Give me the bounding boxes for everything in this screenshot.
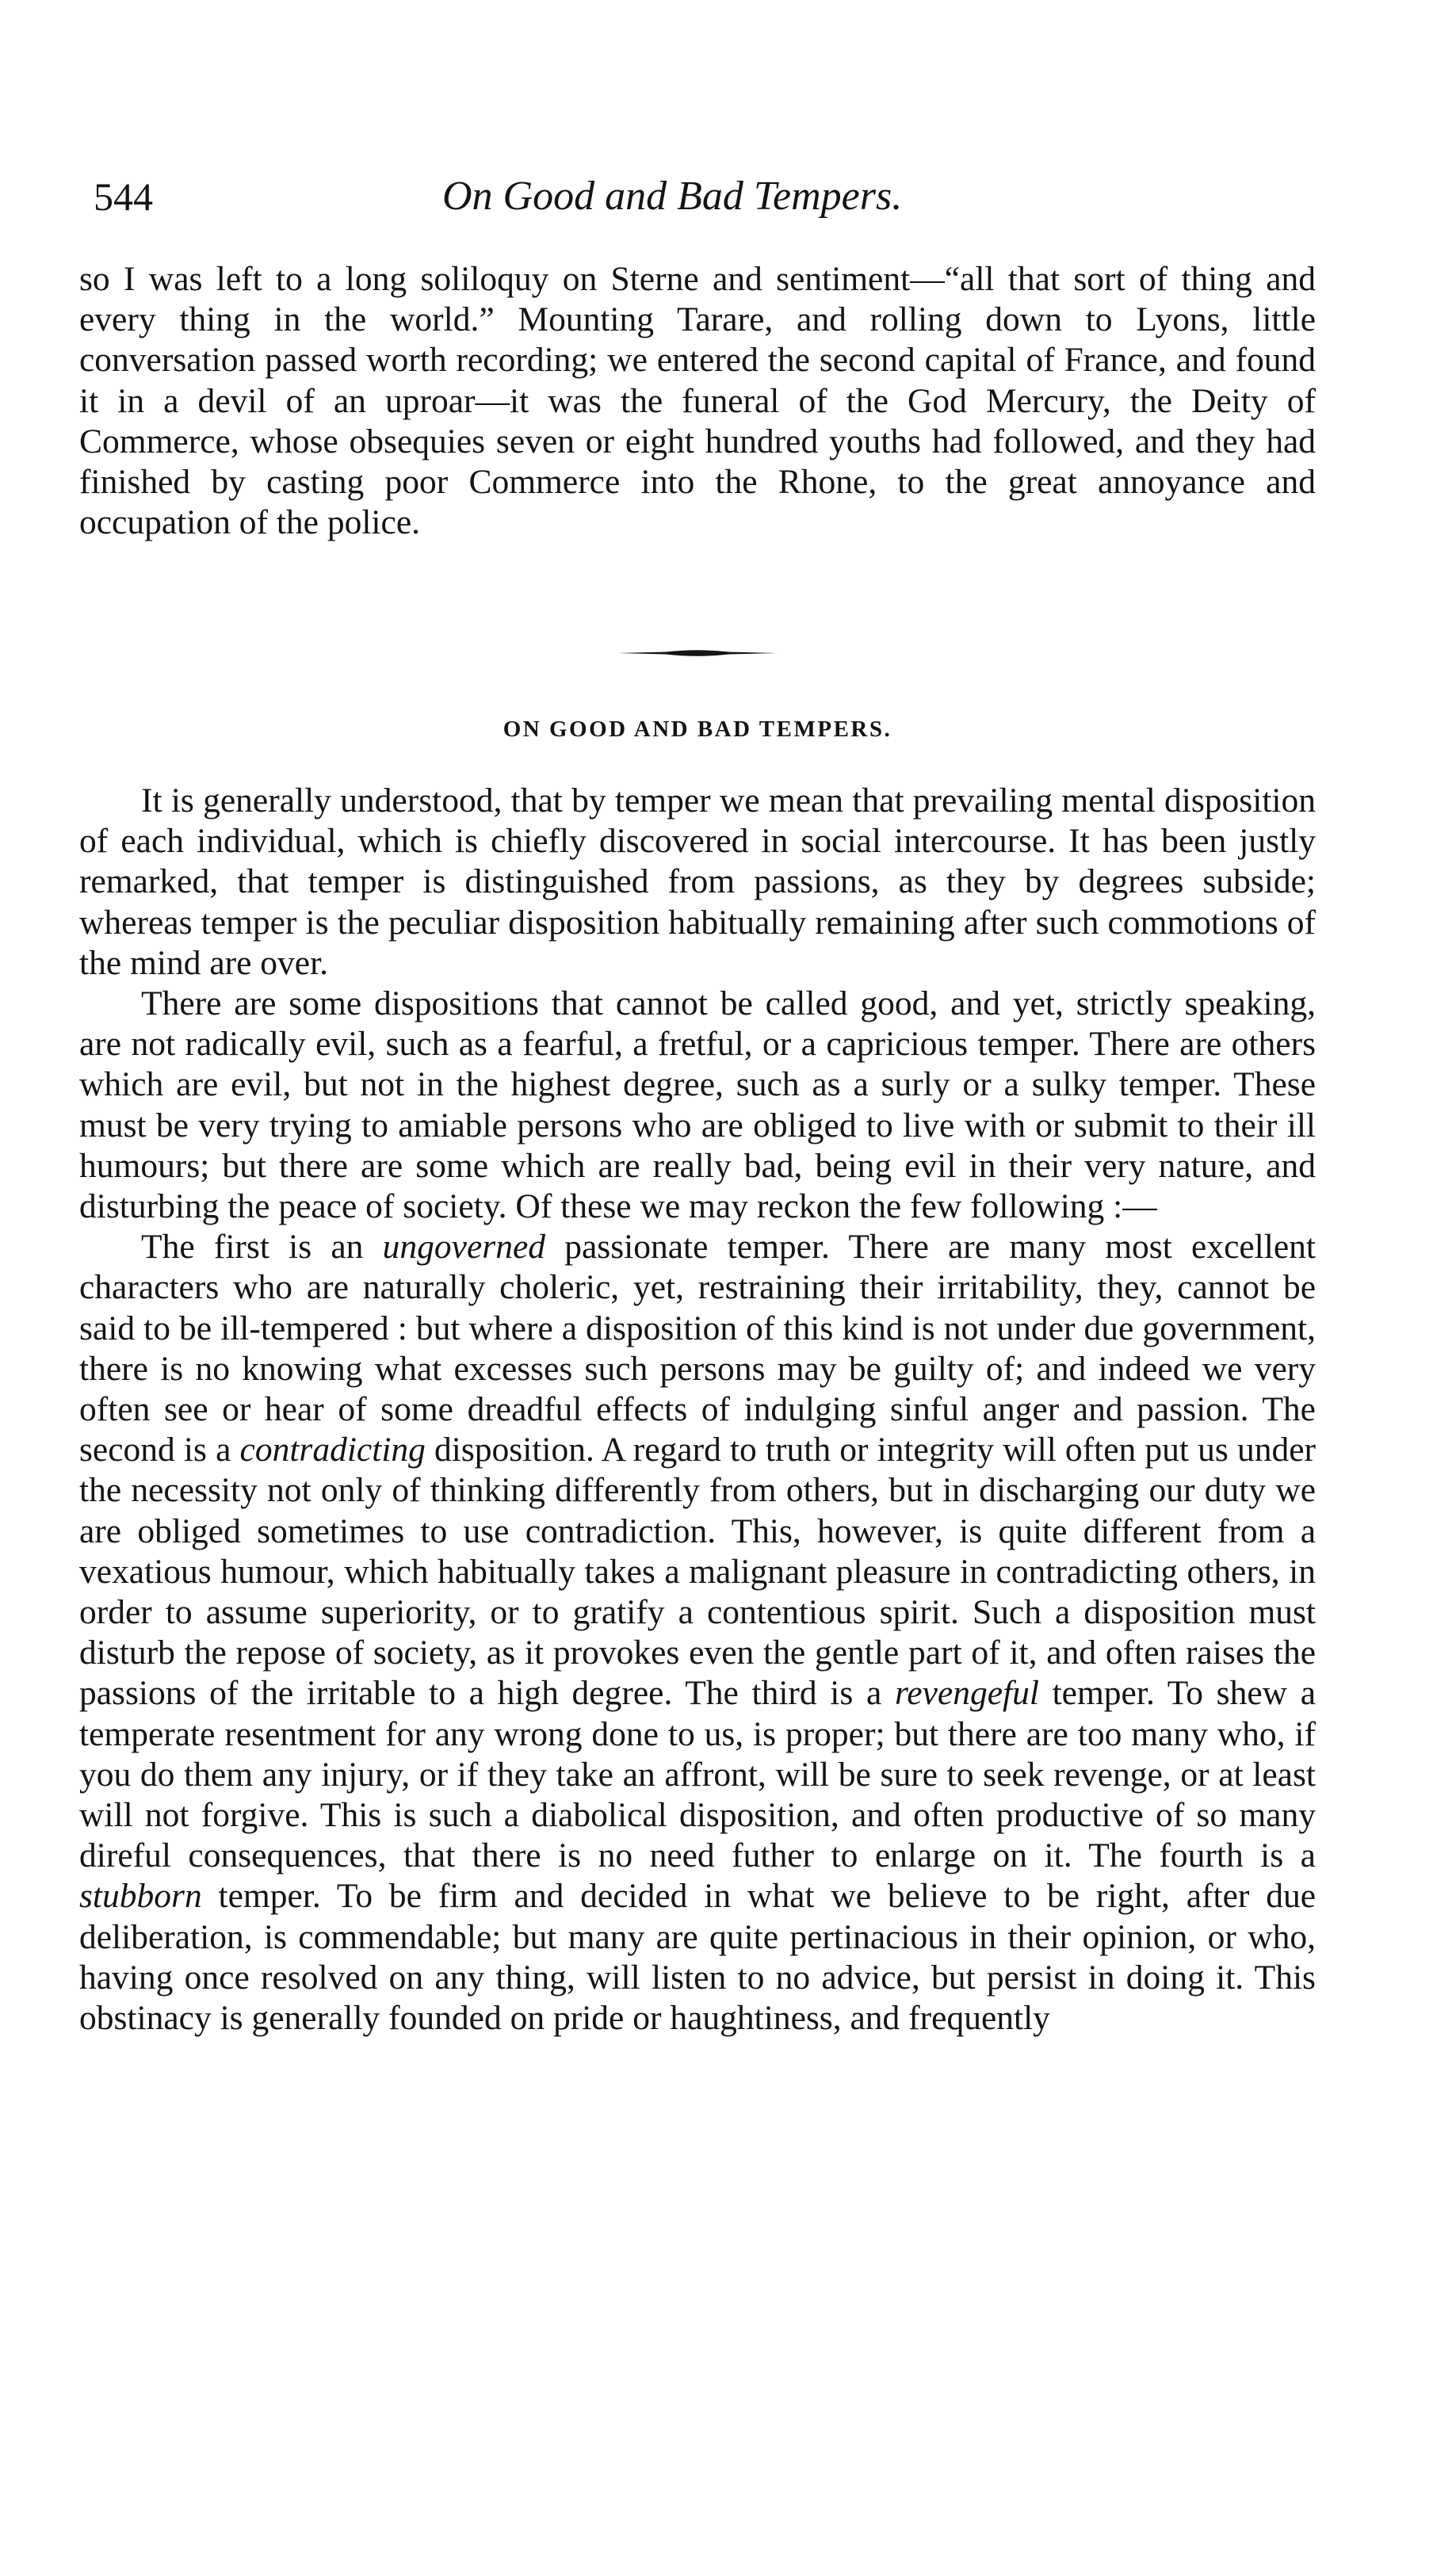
- text-run: passionate temper. There are many most excellent characters who are naturally choleric, yet, restraining their irritability, they, cannot be said to be ill-tempered : but where a disposition of this kind is not under due government, there is no knowing what excesses such persons may be guilty of; and indeed we very often see or hear of some dreadful effects of indulging sinful anger and passion. The second is a: [79, 1228, 1316, 1469]
- paragraph-dispositions: There are some dispositions that cannot be called good, and yet, strictly speaking, are not radically evil, such as a fearful, a fretful, or a capricious temper. There are others which are evil, but not in the highest degree, such as a surly or a sulky temper. These must be very trying to amiable persons who are obliged to live with or submit to their ill humours; but there are some which are really bad, being evil in their very nature, and disturbing the peace of society. Of these we may reckon the few following :—: [79, 984, 1316, 1226]
- italic-term-contradicting: contradicting: [239, 1431, 426, 1469]
- previous-article-ending: [79, 259, 1316, 543]
- text-run: The first is an: [141, 1228, 383, 1267]
- italic-term-stubborn: stubborn: [79, 1877, 202, 1916]
- page-number: 544: [94, 174, 153, 219]
- paragraph-definition: It is generally understood, that by temper we mean that prevailing mental disposition of each individual, which is chiefly discovered in social intercourse. It has been justly remarked, that temper is distinguished from passions, as they by degrees subside; whereas temper is the peculiar disposition habitually remaining after such commotions of the mind are over.: [79, 782, 1316, 982]
- section-divider-ornament: [618, 648, 777, 659]
- text-run: temper. To be firm and decided in what we believe to be right, after due deliberation, is commendable; but many are quite pertinacious in their opinion, or who, having once resolved on any thing, will listen to no advice, but persist in doing it. This obstinacy is generally founded on pride or haughtiness, and frequently: [79, 1877, 1316, 2038]
- article-body: [79, 781, 1316, 2039]
- running-head: [94, 173, 1298, 228]
- continuation-paragraph: so I was left to a long soliloquy on Sterne and sentiment—“all that sort of thing and every thing in the world.” Mounting Tarare, and rolling down to Lyons, little conversation passed worth recording; we entered the second capital of France, and found it in a devil of an uproar—it was the funeral of the God Mercury, the Deity of Commerce, whose obsequies seven or eight hundred youths had followed, and they had finished by casting poor Commerce into the Rhone, to the great annoyance and occupation of the police.: [79, 260, 1316, 542]
- italic-term-revengeful: revengeful: [894, 1674, 1039, 1713]
- article-heading: ON GOOD AND BAD TEMPERS.: [503, 717, 892, 742]
- italic-term-ungoverned: ungoverned: [382, 1228, 546, 1267]
- paragraph-bad-tempers: [79, 1227, 1316, 2039]
- text-run: disposition. A regard to truth or integrity will often put us under the necessity not only of thinking differently from others, but in discharging our duty we are obliged sometimes to use contradiction. This, however, is quite different from a vexatious humour, which habitually takes a malignant pleasure in contradicting others, in order to assume superiority, or to gratify a contentious spirit. Such a disposition must disturb the repose of society, as it provokes even the gentle part of it, and often raises the passions of the irritable to a high degree. The third is a: [79, 1431, 1316, 1713]
- text-run: temper. To shew a temperate resentment for any wrong done to us, is proper; but there are too many who, if you do them any injury, or if they take an affront, will be sure to seek revenge, or at least will not forgive. This is such a diabolical disposition, and often productive of so many direful consequences, that there is no need futher to enlarge on it. The fourth is a: [79, 1674, 1316, 1875]
- running-title: On Good and Bad Tempers.: [442, 174, 903, 219]
